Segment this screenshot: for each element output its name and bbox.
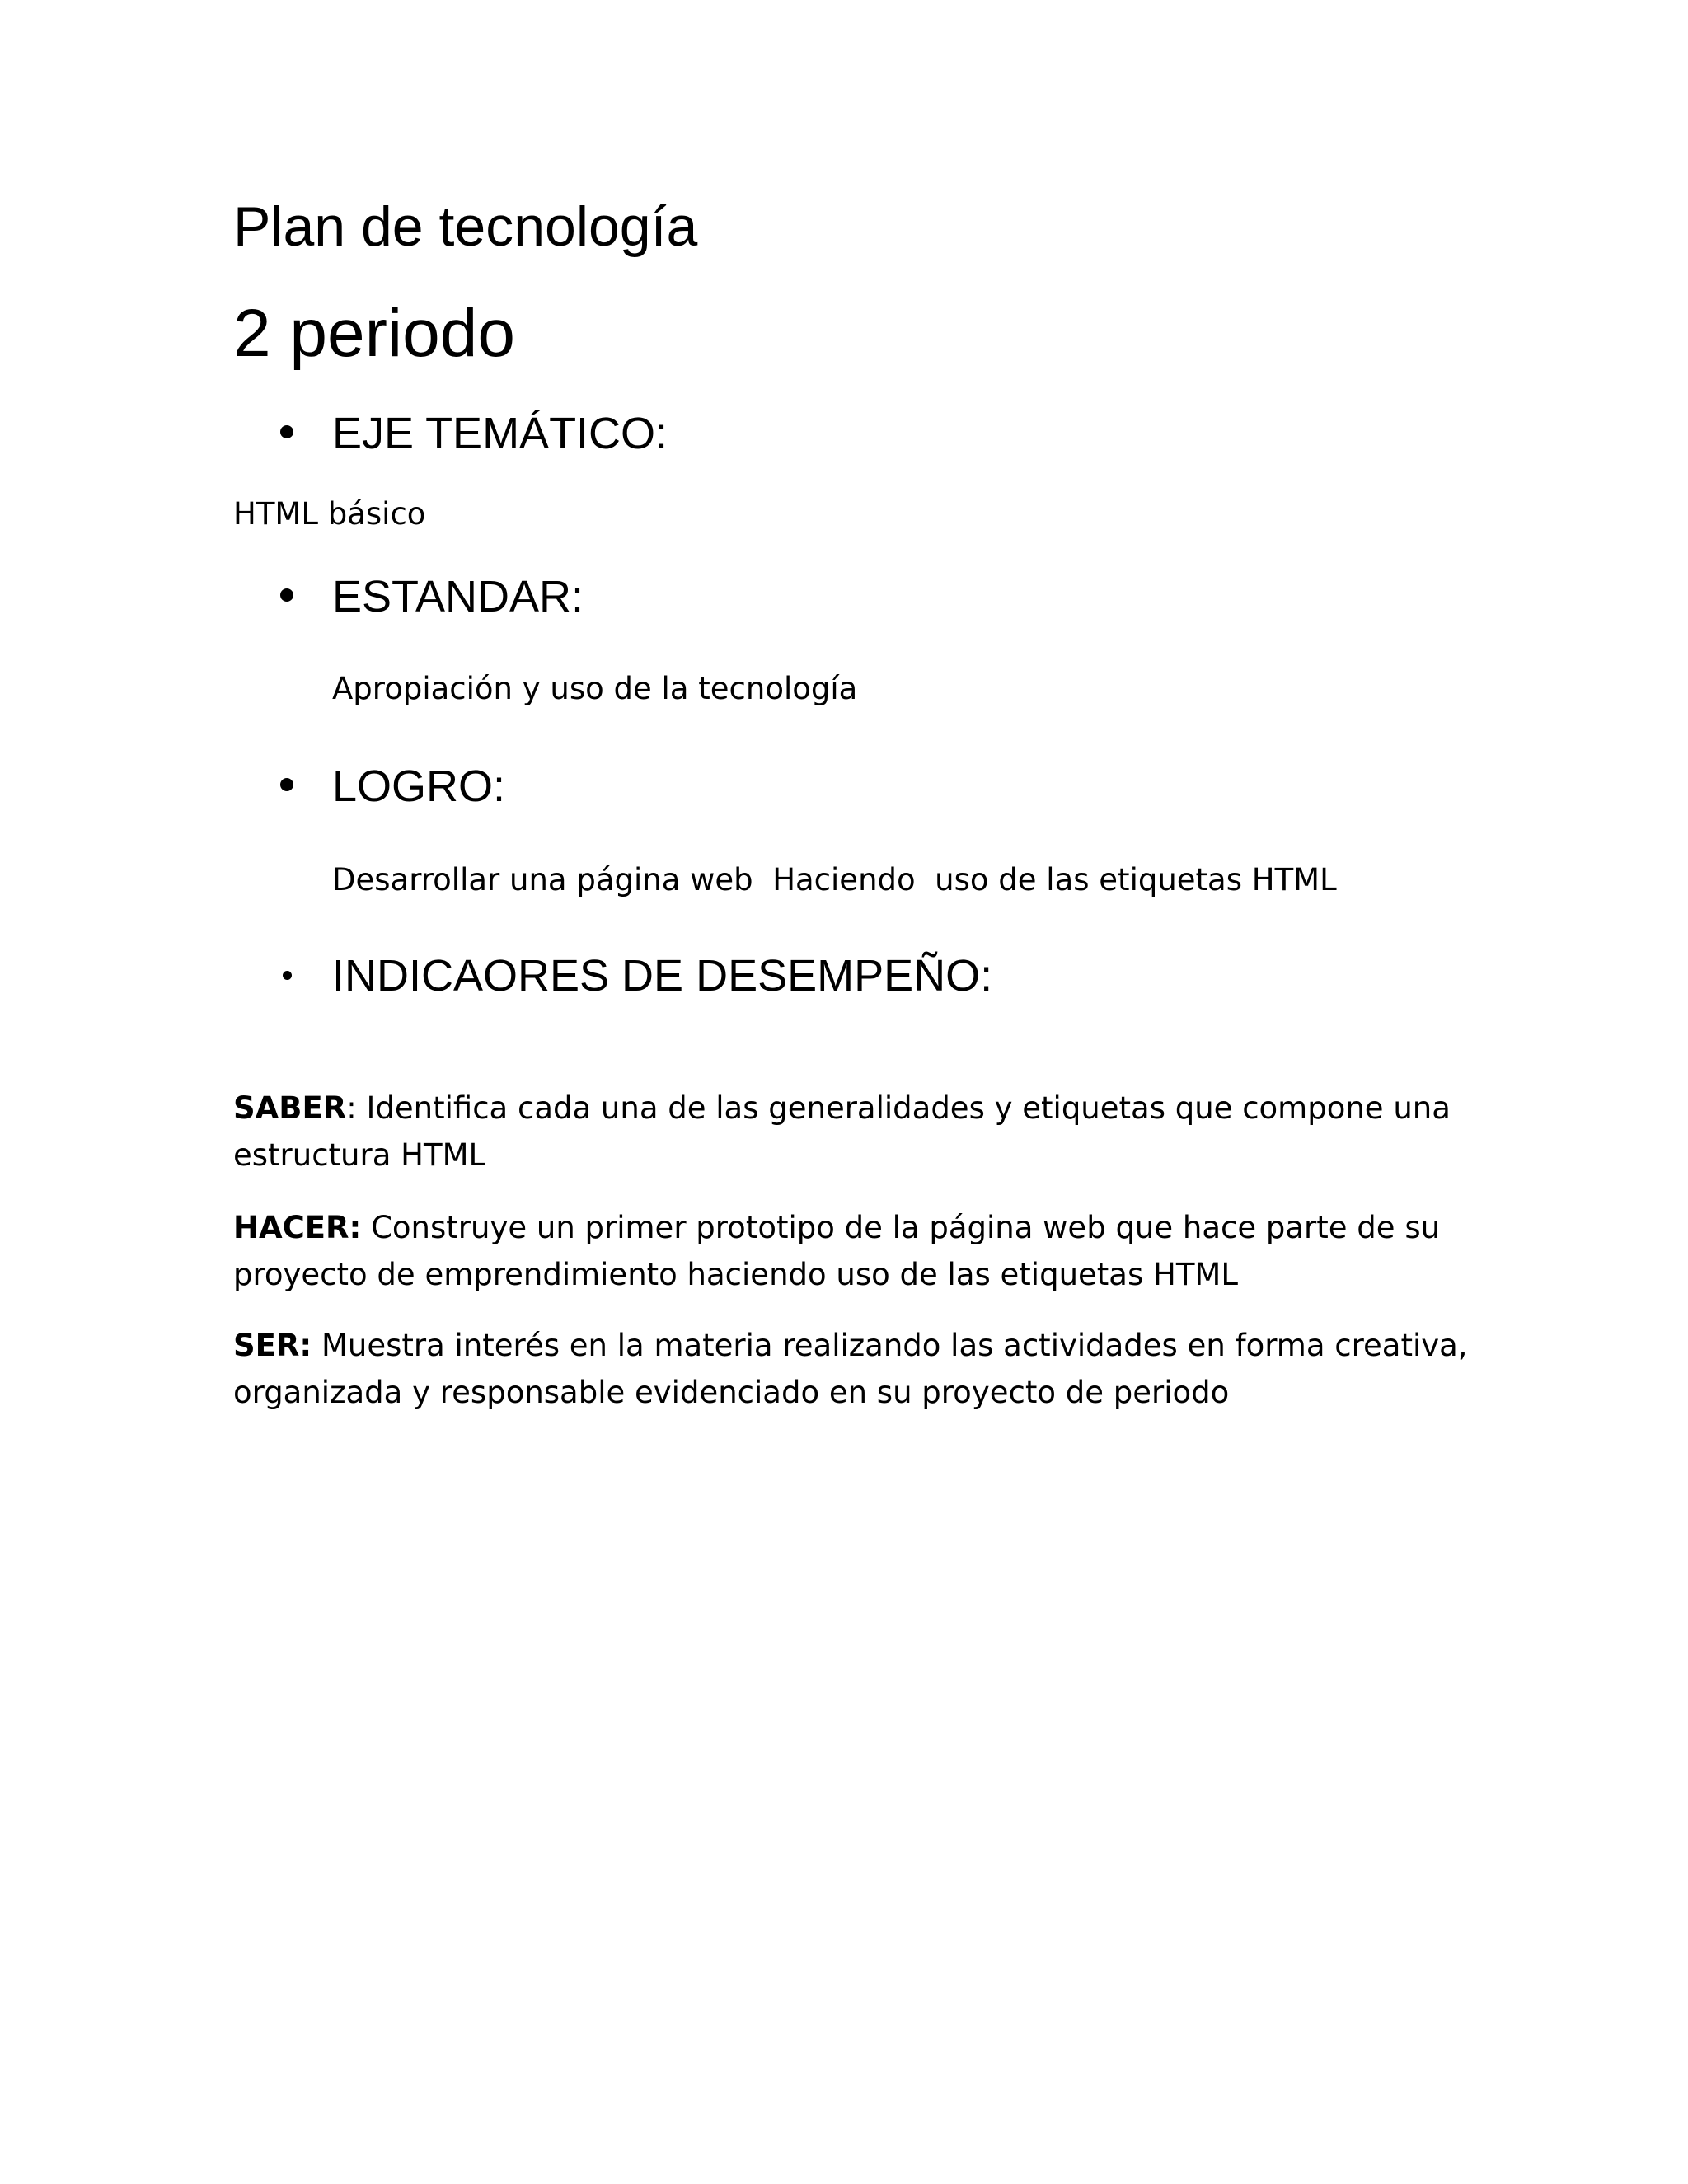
bullet-icon — [280, 588, 293, 602]
indicator-ser — [233, 1322, 1470, 1416]
section-content: Apropiación y uso de la tecnología — [332, 671, 858, 706]
section-content: HTML básico — [233, 496, 426, 532]
indicator-text: Muestra interés en la materia realizando las actividades en forma creativa, organizada y responsable evidenciado en su proyecto de periodo — [233, 1328, 1468, 1410]
bullet-icon — [280, 778, 293, 791]
indicator-label: HACER: — [233, 1210, 362, 1245]
indicator-label: SABER — [233, 1090, 347, 1126]
indicator-saber — [233, 1085, 1470, 1179]
section-heading: EJE TEMÁTICO: — [332, 409, 668, 458]
indicator-label: SER: — [233, 1328, 312, 1363]
document-title: Plan de tecnología — [233, 195, 698, 258]
section-heading: LOGRO: — [332, 762, 506, 811]
indicator-text: Identifica cada una de las generalidades y etiquetas que compone una estructura HTML — [233, 1090, 1451, 1173]
bullet-icon — [280, 425, 293, 438]
section-heading: ESTANDAR: — [332, 572, 584, 621]
indicator-hacer — [233, 1204, 1470, 1298]
section-content: Desarrollar una página web Haciendo uso de las etiquetas HTML — [332, 862, 1337, 898]
document-subtitle: 2 periodo — [233, 296, 515, 371]
section-heading: INDICAORES DE DESEMPEÑO: — [332, 951, 993, 1001]
bullet-icon — [283, 971, 292, 980]
indicator-text: Construye un primer prototipo de la página web que hace parte de su proyecto de emprendimiento haciendo uso de las etiquetas HTML — [233, 1210, 1441, 1292]
indicator-separator: : — [346, 1090, 357, 1126]
